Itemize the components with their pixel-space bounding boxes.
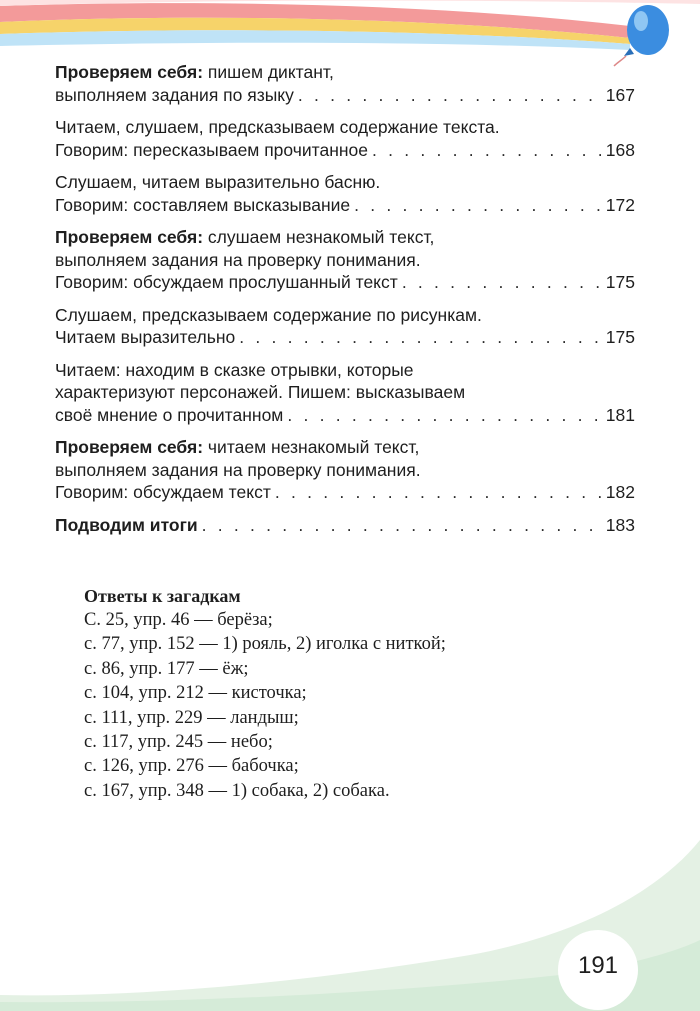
toc-line: Читаем, слушаем, предсказываем содержание текста. bbox=[55, 117, 500, 137]
toc-entry bbox=[55, 116, 635, 161]
answer-line: С. 25, упр. 46 — берёза; bbox=[84, 610, 273, 630]
toc-entry bbox=[55, 226, 635, 294]
answers-title: Ответы к загадкам bbox=[84, 586, 241, 606]
toc-page-number: 167 bbox=[605, 84, 635, 105]
answer-line: с. 104, упр. 212 — кисточка; bbox=[84, 683, 307, 704]
toc-line: Проверяем себя: слушаем незнакомый текст, bbox=[55, 227, 435, 247]
answer-line: с. 77, упр. 152 — 1) рояль, 2) иголка с ниткой; bbox=[84, 634, 446, 655]
balloon-icon bbox=[608, 0, 678, 70]
rainbow-banner bbox=[0, 0, 700, 70]
dot-leader bbox=[372, 139, 602, 162]
toc-entry-summary bbox=[55, 514, 635, 537]
dot-leader bbox=[239, 326, 602, 349]
answer-line: с. 167, упр. 348 — 1) собака, 2) собака. bbox=[84, 780, 390, 801]
toc-page-number: 172 bbox=[605, 194, 635, 215]
toc-entry bbox=[55, 304, 635, 349]
toc-page-number: 183 bbox=[605, 514, 635, 535]
dot-leader bbox=[202, 514, 602, 537]
dot-leader bbox=[287, 404, 601, 427]
toc-bold-lead: Проверяем себя: bbox=[55, 437, 204, 457]
toc-line: своё мнение о прочитанном . . . 181 bbox=[55, 404, 635, 427]
toc-page-number: 175 bbox=[605, 327, 635, 347]
toc-line: Проверяем себя: пишем диктант, bbox=[55, 62, 334, 82]
toc-entry bbox=[55, 359, 635, 427]
riddle-answers bbox=[84, 584, 624, 803]
table-of-contents bbox=[55, 61, 635, 546]
toc-line: Говорим: обсуждаем прослушанный текст . . . 175 bbox=[55, 271, 635, 294]
toc-line: Говорим: обсуждаем текст . . . 182 bbox=[55, 481, 635, 504]
answer-line: с. 111, упр. 229 — ландыш; bbox=[84, 707, 299, 728]
dot-leader bbox=[354, 194, 602, 217]
dot-leader bbox=[402, 271, 602, 294]
toc-page-number: 182 bbox=[605, 482, 635, 502]
toc-line: Подводим итоги . . . 183 bbox=[55, 514, 635, 537]
answer-line: с. 86, упр. 177 — ёж; bbox=[84, 658, 249, 679]
toc-line: выполняем задания по языку . . . 167 bbox=[55, 84, 635, 107]
toc-entry bbox=[55, 171, 635, 216]
toc-line: выполняем задания на проверку понимания. bbox=[55, 249, 421, 270]
toc-line: Читаем выразительно . . . 175 bbox=[55, 326, 635, 349]
toc-line: Слушаем, читаем выразительно басню. bbox=[55, 172, 381, 192]
toc-line: Говорим: пересказываем прочитанное . . . 168 bbox=[55, 139, 635, 162]
toc-page-number: 175 bbox=[605, 272, 635, 292]
toc-line: Проверяем себя: читаем незнакомый текст, bbox=[55, 437, 420, 457]
toc-entry bbox=[55, 436, 635, 504]
page-number: 191 bbox=[577, 952, 619, 979]
toc-line: выполняем задания на проверку понимания. bbox=[55, 459, 421, 480]
toc-line: Слушаем, предсказываем содержание по рисункам. bbox=[55, 304, 482, 325]
toc-line: Говорим: составляем высказывание . . . 172 bbox=[55, 194, 635, 217]
toc-entry bbox=[55, 61, 635, 106]
answer-line: с. 126, упр. 276 — бабочка; bbox=[84, 756, 299, 777]
dot-leader bbox=[298, 84, 602, 107]
toc-page-number: 168 bbox=[605, 139, 635, 160]
dot-leader bbox=[275, 481, 602, 504]
toc-line: характеризуют персонажей. Пишем: высказываем bbox=[55, 382, 466, 402]
toc-bold-lead: Проверяем себя: bbox=[55, 227, 204, 247]
toc-bold-lead: Проверяем себя: bbox=[55, 62, 204, 82]
answer-line: с. 117, упр. 245 — небо; bbox=[84, 732, 273, 753]
toc-page-number: 181 bbox=[605, 404, 635, 425]
toc-line: Читаем: находим в сказке отрывки, которые bbox=[55, 359, 414, 380]
